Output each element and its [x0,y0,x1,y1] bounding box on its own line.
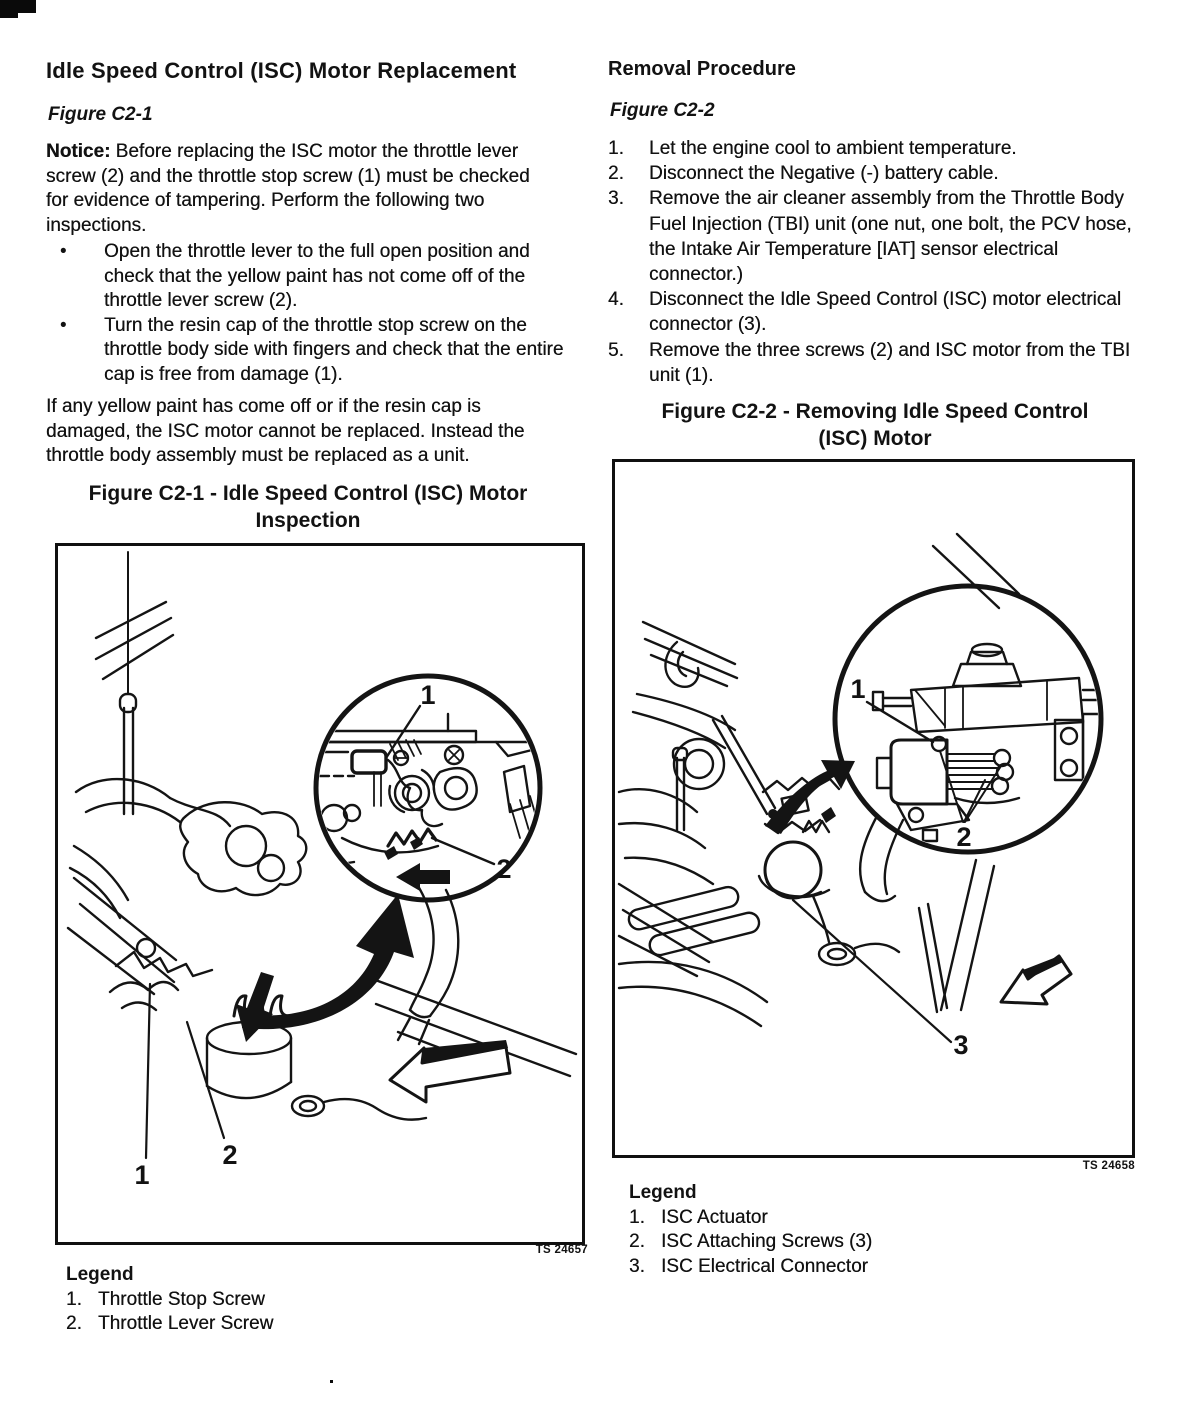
step-num: 5. [608,339,624,361]
step-num: 2. [608,163,624,185]
figure-c2-1-frame [55,543,585,1245]
legend-block [66,1263,273,1337]
legend-num: 2. [66,1313,82,1334]
figure-reference: Figure C2-1 [48,104,153,125]
list-item [46,314,574,388]
step-num: 3. [608,188,624,210]
bullet-text: Open the throttle lever to the full open position and check that the yellow paint has not come off of the throttle lever screw (2). [104,241,530,311]
figure-reference: Figure C2-2 [610,100,715,121]
step-item [608,287,1136,337]
step-text: Disconnect the Idle Speed Control (ISC) motor electrical connector (3). [649,289,1122,336]
section-title: Removal Procedure [608,58,796,80]
list-item [46,240,574,314]
step-text: Let the engine cool to ambient temperature. [649,138,1017,159]
down-arrow-icon [236,972,274,1042]
step-num: 4. [608,289,624,311]
legend-label: Throttle Stop Screw [98,1288,265,1310]
figure-caption: Figure C2-2 - Removing Idle Speed Control (ISC) Motor [661,400,1089,450]
isc-motor-detail [873,644,1118,841]
callout-label: 2 [496,854,512,884]
bullet-text: Turn the resin cap of the throttle stop screw on the throttle body side with fingers and check that the entire cap is free from damage (1). [104,314,564,385]
legend-item [629,1230,872,1255]
legend-label: ISC Actuator [661,1206,768,1228]
figure-code: TS 24657 [535,1244,588,1256]
figure-c2-1-drawing [58,546,582,1242]
legend-block [629,1181,872,1279]
callout-label: 1 [850,674,866,704]
callout-label: 2 [222,1140,238,1170]
figure-c2-2-frame [612,459,1135,1158]
scan-artifact [330,1380,333,1383]
callout-label: 1 [420,680,436,710]
notice-label: Notice: [46,141,111,162]
legend-num: 1. [66,1288,82,1310]
callout-label: 3 [953,1030,969,1060]
closing-paragraph: If any yellow paint has come off or if the resin cap is damaged, the ISC motor cannot be replaced. Instead the throttle body assembly must be replaced as a unit. [46,396,525,466]
step-item [608,186,1136,287]
legend-item [629,1255,872,1280]
scan-artifact [0,0,36,13]
legend-num: 3. [629,1255,645,1277]
bullet-icon: • [60,314,67,336]
figure-c2-2-drawing [615,462,1132,1155]
legend-title: Legend [629,1182,697,1203]
step-num: 1. [608,138,624,159]
page-title: Idle Speed Control (ISC) Motor Replacement [46,58,517,83]
step-text: Remove the three screws (2) and ISC motor from the TBI unit (1). [649,339,1131,386]
legend-label: Throttle Lever Screw [98,1313,274,1334]
legend-num: 2. [629,1231,645,1252]
inspection-bullet-list [46,240,574,387]
scan-artifact [0,13,18,18]
step-item [608,136,1136,161]
step-item [608,161,1136,186]
step-item [608,338,1136,388]
bullet-icon: • [60,241,67,262]
step-text: Remove the air cleaner assembly from the Throttle Body Fuel Injection (TBI) unit (one nut, one bolt, the PCV hose, the Intake Air Temperature [IAT] sensor electrical connector.) [649,188,1132,286]
left-arrow-icon [396,863,450,891]
figure-caption: Figure C2-1 - Idle Speed Control (ISC) Motor Inspection [88,482,528,532]
step-text: Disconnect the Negative (-) battery cable. [649,163,999,185]
callout-label: 2 [956,822,972,852]
notice-paragraph [46,140,554,238]
legend-item [66,1312,273,1337]
removal-steps [608,136,1136,388]
legend-item [629,1206,872,1231]
legend-label: ISC Electrical Connector [661,1255,868,1277]
notice-body: Before replacing the ISC motor the throttle lever screw (2) and the throttle stop screw (1) must be checked for evidence of tampering. Perform the following two inspections. [46,141,530,236]
legend-num: 1. [629,1206,645,1228]
callout-label: 1 [134,1160,150,1190]
legend-item [66,1288,273,1313]
legend-title: Legend [66,1264,134,1285]
legend-label: ISC Attaching Screws (3) [661,1231,873,1252]
figure-code: TS 24658 [1082,1160,1135,1172]
